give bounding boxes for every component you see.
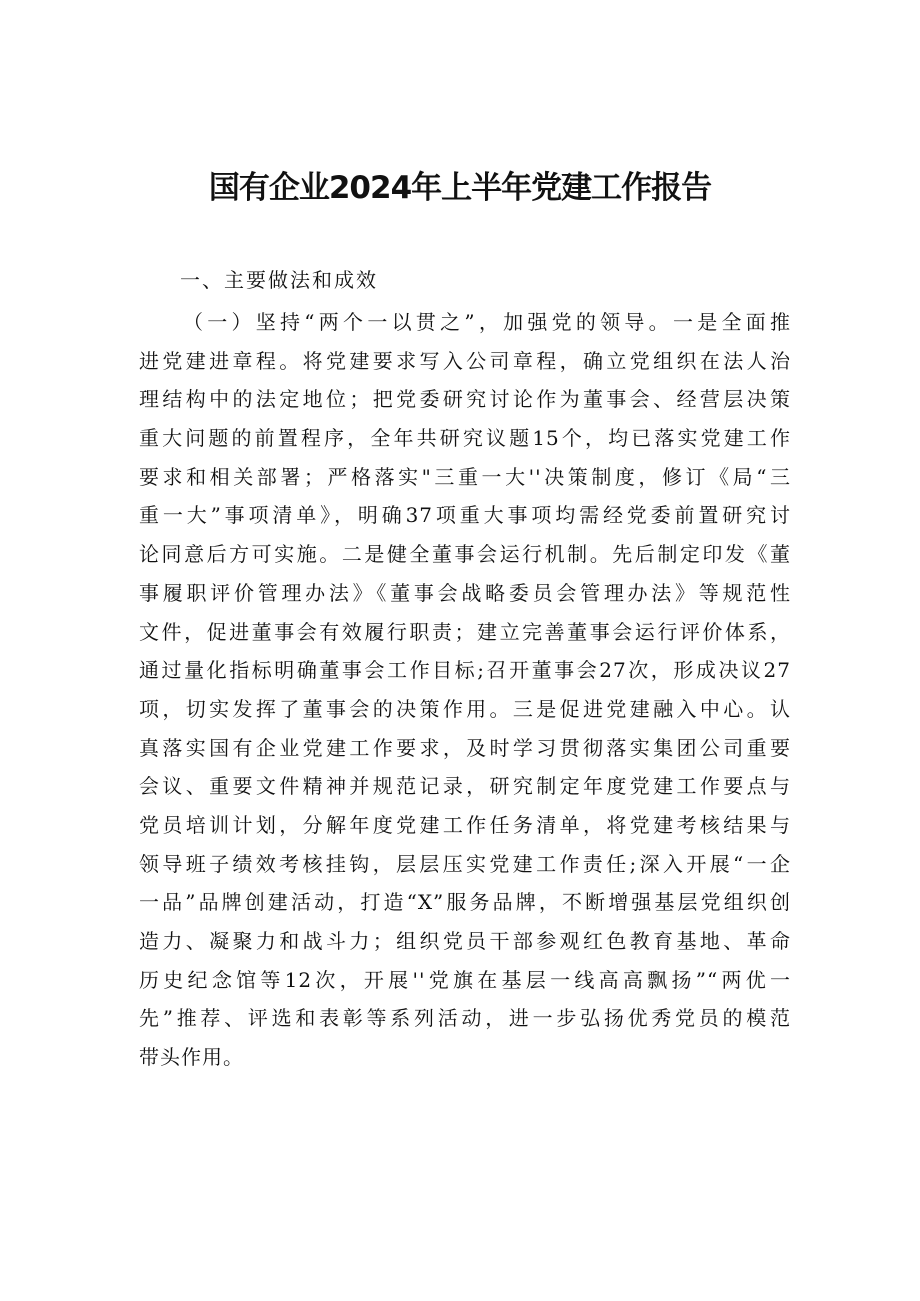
section-heading: 一、主要做法和成效	[180, 268, 378, 292]
paragraph-line: 先”推荐、评选和表彰等系列活动，进一步弘扬优秀党员的模范	[139, 1006, 791, 1031]
paragraph-line: 要求和相关部署；严格落实"三重一大''决策制度，修订《局“三	[139, 464, 791, 489]
paragraph-line: 重一大”事项清单》，明确37项重大事项均需经党委前置研究讨	[139, 503, 791, 528]
paragraph-line: （一）坚持“两个一以贯之”，加强党的领导。一是全面推	[183, 310, 791, 334]
paragraph-line: 文件，促进董事会有效履行职责；建立完善董事会运行评价体系，	[139, 619, 791, 644]
paragraph-line: 带头作用。	[139, 1045, 244, 1070]
paragraph-line: 领导班子绩效考核挂钩，层层压实党建工作责任;深入开展“一企	[139, 851, 791, 876]
paragraph-line: 真落实国有企业党建工作要求，及时学习贯彻落实集团公司重要	[139, 735, 791, 760]
paragraph-line: 项，切实发挥了董事会的决策作用。三是促进党建融入中心。认	[139, 696, 791, 721]
paragraph-line: 论同意后方可实施。二是健全董事会运行机制。先后制定印发《董	[139, 542, 791, 567]
paragraph-line: 会议、重要文件精神并规范记录，研究制定年度党建工作要点与	[139, 774, 791, 799]
paragraph-line: 历史纪念馆等12次，开展''党旗在基层一线高高飘扬”“两优一	[139, 967, 791, 992]
paragraph-line: 一品”品牌创建活动，打造“X”服务品牌，不断增强基层党组织创	[139, 890, 791, 915]
body-paragraph	[139, 303, 791, 1077]
paragraph-line: 事履职评价管理办法》《董事会战略委员会管理办法》等规范性	[139, 580, 791, 605]
paragraph-line: 理结构中的法定地位；把党委研究讨论作为董事会、经营层决策	[139, 387, 791, 412]
paragraph-line: 造力、凝聚力和战斗力；组织党员干部参观红色教育基地、革命	[139, 929, 791, 953]
paragraph-line: 通过量化指标明确董事会工作目标;召开董事会27次，形成决议27	[139, 658, 791, 683]
paragraph-line: 重大问题的前置程序，全年共研究议题15个，均已落实党建工作	[139, 426, 791, 451]
paragraph-line: 进党建进章程。将党建要求写入公司章程，确立党组织在法人治	[139, 348, 791, 373]
paragraph-line: 党员培训计划，分解年度党建工作任务清单，将党建考核结果与	[139, 812, 791, 837]
document-title: 国有企业2024年上半年党建工作报告	[208, 170, 712, 206]
